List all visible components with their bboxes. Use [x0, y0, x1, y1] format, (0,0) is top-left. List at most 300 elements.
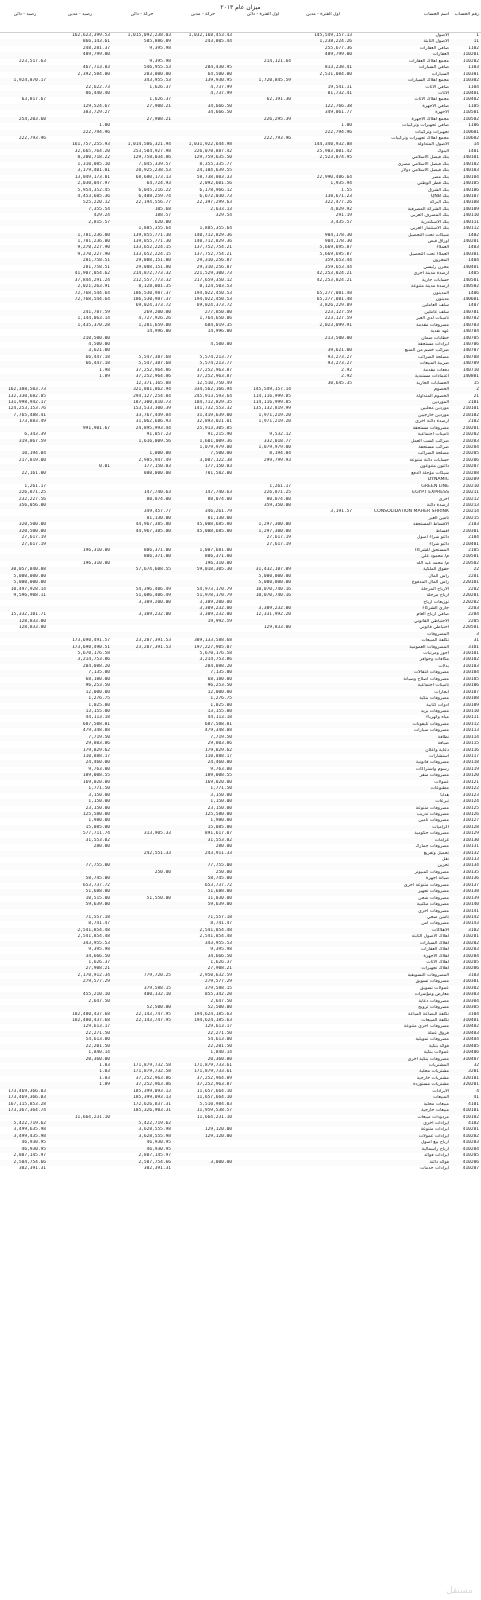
- cell-account-code: 2201: [468, 573, 479, 579]
- cell-move-credit: 806,371.00: [143, 554, 171, 560]
- cell-account-code: 140107: [462, 193, 479, 199]
- cell-account-code: 310302: [462, 985, 479, 991]
- cell-move-debit: 12,000.00: [207, 689, 232, 695]
- cell-open-credit: 299,799.93: [263, 457, 291, 463]
- cell-open-credit: 12,331,992.20: [255, 612, 291, 618]
- cell-end-debit: 1.00: [99, 123, 110, 129]
- cell-move-credit: 51,086,406.49: [135, 593, 171, 599]
- cell-account-code: 310202: [462, 940, 479, 946]
- cell-move-debit: 3,309,232.00: [199, 605, 232, 611]
- cell-move-debit: 1,885,355.64: [199, 226, 232, 232]
- cell-move-credit: 5,547,387.68: [138, 361, 171, 367]
- cell-end-debit: 3,214,753.86: [77, 657, 110, 663]
- cell-end-credit: 173,367,364.74: [8, 1108, 46, 1114]
- cell-account-name: ايجارات: [434, 689, 449, 695]
- cell-account-code: 140705: [462, 335, 479, 341]
- cell-end-debit: 429.24: [93, 213, 110, 219]
- cell-open-debit: 1,935.94: [330, 181, 352, 187]
- cell-account-code: 310406: [462, 1050, 479, 1056]
- cell-end-debit: 22,271.50: [85, 1030, 110, 1036]
- cell-account-name: فروق عملة: [427, 1030, 449, 1036]
- cell-move-credit: 23,207,391.53: [135, 638, 171, 644]
- cell-account-code: 140801: [462, 374, 479, 380]
- cell-account-name: عمولات: [434, 779, 449, 785]
- cell-move-debit: 653,737.72: [204, 882, 232, 888]
- cell-move-credit: 171,879,732.58: [133, 1069, 171, 1075]
- cell-account-name: مصروفات تأمين: [418, 818, 449, 824]
- cell-open-debit: 42,253,824.21: [316, 277, 352, 283]
- cell-move-debit: 11,959,538.57: [196, 1108, 232, 1114]
- cell-move-debit: 1,032,168,453.43: [188, 33, 232, 38]
- cell-move-debit: 77,755.00: [207, 863, 232, 869]
- cell-account-code: 31: [473, 638, 479, 644]
- cell-move-credit: 91,057.23: [146, 432, 171, 438]
- cell-move-credit: 1,616,009.56: [138, 438, 171, 444]
- cell-account-name: تبرعات: [435, 799, 449, 805]
- cell-end-debit: 31,553.02: [85, 837, 110, 843]
- cell-end-debit: 9,270,227.90: [77, 245, 110, 251]
- cell-move-credit: 203,000.00: [143, 71, 171, 77]
- cell-end-debit: 3,621.00: [88, 348, 110, 354]
- cell-end-debit: 9,763.00: [88, 766, 110, 772]
- cell-account-name: الاصول الثابتة: [423, 39, 449, 45]
- cell-move-debit: 243,911.33: [204, 850, 232, 856]
- cell-account-code: 310135: [462, 869, 479, 875]
- cell-account-code: 310117: [462, 754, 479, 759]
- cell-account-code: 210501: [462, 554, 479, 560]
- cell-account-name: تأمينات لدى الغير: [416, 316, 449, 322]
- cell-account-name: اهلاك الاصول الثابتة: [411, 934, 449, 940]
- cell-account-code: 410102: [462, 1114, 479, 1120]
- cell-account-code: 210102: [462, 412, 479, 418]
- cell-move-debit: 226,070,887.42: [194, 148, 232, 154]
- cell-account-code: 210201: [462, 425, 479, 431]
- cell-account-name: صافي السيارات: [418, 65, 449, 71]
- cell-account-code: 3: [476, 631, 479, 637]
- cell-open-debit: 1.00: [341, 123, 352, 129]
- cell-account-code: 310405: [462, 1043, 479, 1049]
- cell-open-debit: 1.55: [341, 187, 352, 193]
- cell-account-code: 140109: [462, 206, 479, 212]
- cell-account-code: 210202: [462, 432, 479, 438]
- cell-move-credit: 546,955.53: [143, 65, 171, 71]
- cell-account-name: تحميل وتفريغ: [423, 850, 449, 856]
- cell-move-debit: 806,371.00: [204, 554, 232, 560]
- cell-account-code: 140704: [462, 329, 479, 335]
- cell-account-code: 140301: [462, 251, 479, 257]
- cell-account-code: 110201: [462, 52, 479, 58]
- cell-move-debit: 13,155.00: [207, 708, 232, 714]
- cell-end-debit: 5,670,176.58: [77, 651, 110, 656]
- cell-end-credit: 5,422,719.62: [13, 1120, 46, 1126]
- cell-open-debit: 322,477.26: [324, 200, 352, 206]
- cell-account-name: مصروفات ترويج: [418, 1005, 449, 1011]
- cell-account-code: 310129: [462, 831, 479, 837]
- cell-account-code: 210101: [462, 406, 479, 412]
- cell-account-name: الاصول: [435, 33, 449, 38]
- cell-open-credit: 62,191.30: [266, 97, 291, 103]
- cell-move-credit: 6,408,259.74: [138, 193, 171, 199]
- cell-move-credit: 313,905.33: [143, 831, 171, 837]
- cell-end-credit: 5,000,000.00: [13, 573, 46, 579]
- cell-account-code: 310132: [462, 850, 479, 856]
- cell-open-credit: 226,871.25: [263, 490, 291, 496]
- cell-account-name: ارصدة دائنة: [426, 502, 449, 508]
- cell-account-code: 140201: [462, 239, 479, 244]
- cell-open-credit: 114,116,999.85: [253, 393, 291, 399]
- cell-account-name: الخصوم: [434, 387, 449, 393]
- header-account-code: رقم الحساب: [454, 12, 479, 17]
- cell-account-code: 3102: [468, 927, 479, 933]
- cell-end-debit: 182,480,437.68: [72, 1011, 110, 1017]
- cell-account-name: ايرادات متنوعة: [420, 1127, 449, 1133]
- cell-move-credit: 800,000.00: [143, 470, 171, 476]
- cell-open-debit: 39,621.00: [327, 348, 352, 354]
- cell-account-code: 210206: [462, 457, 479, 463]
- cell-end-debit: 653,737.72: [82, 882, 110, 888]
- cell-move-credit: 3,309,200.00: [138, 599, 171, 605]
- cell-move-debit: 8,741.47: [210, 921, 232, 927]
- cell-end-credit: 46,930.95: [21, 1146, 46, 1152]
- cell-account-code: 310301: [462, 979, 479, 985]
- cell-end-debit: 248,281.37: [82, 45, 110, 51]
- cell-account-name: GREEN LINE: [421, 483, 449, 489]
- cell-open-credit: 10,070,740.16: [255, 586, 291, 592]
- cell-account-code: 310139: [462, 895, 479, 901]
- cell-move-credit: 24,895,993.44: [135, 425, 171, 431]
- cell-account-name: العملاء تحت التحصيل: [408, 251, 449, 257]
- cell-account-name: مشتريات مستوردة: [413, 1082, 449, 1088]
- cell-account-name: اوراق قبض: [427, 239, 449, 244]
- cell-move-debit: [174, 1166, 232, 1172]
- cell-move-debit: 197,227,905.07: [194, 644, 232, 650]
- cell-end-debit: 9,395.98: [88, 947, 110, 953]
- cell-account-name: ضريبة المبيعات: [419, 361, 449, 367]
- cell-end-debit: 66,447.18: [85, 361, 110, 367]
- cell-account-name: صيانة اجهزة: [425, 876, 449, 882]
- cell-account-code: 2: [476, 387, 479, 393]
- cell-end-debit: 23,150.00: [85, 805, 110, 811]
- cell-open-credit: 9,532.12: [269, 432, 291, 438]
- cell-end-credit: 222,793.96: [18, 136, 46, 141]
- cell-end-debit: 1,435,370.28: [77, 322, 110, 328]
- cell-end-debit: 189,008.55: [82, 773, 110, 779]
- cell-end-credit: 30,057,840.88: [10, 567, 46, 573]
- cell-end-debit: 3,179,401.01: [77, 168, 110, 174]
- cell-end-debit: 10,515.00: [85, 895, 110, 901]
- cell-account-name: ادوات كتابية: [426, 702, 449, 708]
- cell-open-debit: 2.92: [341, 367, 352, 373]
- cell-move-debit: 22,271.50: [207, 1030, 232, 1036]
- cell-open-debit: 2,523,874.95: [319, 155, 352, 161]
- cell-account-name: حسابات جارية: [422, 277, 449, 283]
- cell-account-code: 3101: [468, 644, 479, 650]
- cell-open-debit: 222,794.96: [324, 129, 352, 135]
- cell-account-name: تكلفة البضاعة المباعة: [407, 1011, 449, 1017]
- cell-open-debit: 1,238,224.26: [319, 39, 352, 45]
- cell-account-code: 1401: [468, 148, 479, 154]
- cell-end-debit: 13,155.00: [85, 708, 110, 714]
- cell-open-debit: 223,127.59: [324, 316, 352, 322]
- cell-move-debit: 221,529,300.73: [194, 271, 232, 277]
- cell-move-debit: 6,178,966.12: [199, 187, 232, 193]
- cell-account-code: 410207: [462, 1166, 479, 1171]
- cell-end-debit: 1,980.00: [88, 818, 110, 824]
- cell-end-credit: 223,517.63: [18, 58, 46, 64]
- cell-account-name: مصروفات انتقالات: [413, 670, 449, 676]
- cell-end-credit: 9,596,908.11: [13, 593, 46, 599]
- cell-end-credit: 132,330,682.85: [8, 393, 46, 399]
- cell-account-name: المصروفات العمومية: [409, 644, 449, 650]
- cell-end-debit: 991,901.67: [82, 425, 110, 431]
- cell-account-code: 310104: [462, 670, 479, 676]
- trial-balance-table: [0, 33, 481, 1172]
- cell-end-debit: 182,480,437.68: [72, 1017, 110, 1023]
- cell-move-debit: 279,577.29: [204, 979, 232, 985]
- cell-end-debit: 22,622.73: [85, 84, 110, 90]
- cell-end-credit: 319,867.59: [18, 438, 46, 444]
- cell-end-debit: 27,908.21: [85, 966, 110, 972]
- cell-move-credit: 46,930.95: [146, 1140, 171, 1146]
- cell-account-code: 210401: [462, 541, 479, 547]
- cell-move-debit: 59,639.00: [207, 902, 232, 908]
- cell-move-debit: 29,310,256.87: [196, 264, 232, 270]
- cell-open-credit: 359,350.00: [263, 502, 291, 508]
- cell-end-debit: 1.03: [99, 1063, 110, 1068]
- cell-account-code: 310204: [462, 953, 479, 959]
- cell-account-name: غرامات: [434, 837, 449, 843]
- cell-move-credit: 46,930.95: [146, 1146, 171, 1152]
- cell-move-debit: 184,712,829.35: [194, 399, 232, 405]
- cell-move-credit: 349,457.77: [143, 509, 171, 515]
- cell-account-code: 2105: [468, 548, 479, 553]
- cell-end-debit: 24,460.00: [85, 760, 110, 766]
- cell-account-name: فوائد دائنة: [429, 1159, 449, 1165]
- cell-end-credit: 302,391.31: [18, 1166, 46, 1171]
- cell-end-debit: 59,639.00: [85, 902, 110, 908]
- cell-move-credit: 133,652,224.15: [133, 251, 171, 257]
- cell-move-debit: 141,732,553.32: [194, 406, 232, 412]
- cell-end-debit: 11,664,231.10: [74, 1114, 110, 1120]
- cell-account-name: مجمع اهلاك الاجهزة: [411, 116, 449, 122]
- cell-end-debit: 4,453,605.36: [77, 193, 110, 199]
- cell-account-name: مصروفات تليفونات: [412, 721, 449, 727]
- cell-end-debit: 77,755.00: [85, 863, 110, 869]
- cell-account-name: مصروفات حكومية: [414, 831, 449, 837]
- cell-account-name: المخزون: [432, 258, 449, 264]
- cell-account-code: 310114: [462, 734, 479, 740]
- cell-move-credit: 139,855,771.30: [133, 239, 171, 244]
- cell-account-name: نقل: [441, 857, 449, 862]
- cell-move-debit: 1,840.14: [210, 1050, 232, 1056]
- cell-move-debit: 1,150.00: [210, 799, 232, 805]
- cell-account-code: 1105: [468, 103, 479, 109]
- cell-end-debit: 1,781,236.00: [77, 239, 110, 244]
- cell-account-name: مصلحة الضرائب: [417, 451, 449, 457]
- cell-open-credit: 222,793.96: [263, 136, 291, 141]
- cell-move-credit: 23,207,391.53: [135, 644, 171, 650]
- cell-move-debit: 129,120.00: [204, 1127, 232, 1133]
- cell-account-name: مدينون: [435, 296, 449, 302]
- cell-end-debit: 173,690,491.57: [72, 638, 110, 644]
- cell-end-credit: 131,998,942.17: [8, 399, 46, 405]
- cell-move-credit: 51,550.00: [146, 895, 171, 901]
- cell-account-name: مطبوعات: [430, 786, 449, 792]
- cell-account-name: بنك المصرف العربي: [410, 213, 449, 219]
- cell-account-code: 110402: [462, 97, 479, 103]
- cell-account-code: 310109: [462, 702, 479, 708]
- cell-open-debit: 489,799.00: [324, 52, 352, 58]
- cell-move-debit: 96,253.50: [207, 683, 232, 689]
- cell-account-name: ارباح مرحلة: [426, 593, 449, 599]
- cell-end-debit: 169,020.00: [82, 779, 110, 785]
- cell-account-name: المستحق للشركاء: [414, 548, 449, 553]
- cell-account-code: 220202: [462, 599, 479, 605]
- cell-move-credit: 69,024,373.72: [135, 303, 171, 309]
- cell-move-debit: 139,930.95: [204, 78, 232, 84]
- cell-end-debit: 41,907,054.62: [74, 271, 110, 277]
- cell-account-code: 110401: [462, 90, 479, 96]
- cell-end-debit: 1,771.50: [88, 786, 110, 792]
- cell-move-debit: 59,018,305.30: [196, 567, 232, 573]
- cell-end-credit: 232,227.56: [18, 496, 46, 502]
- cell-end-credit: 3,499,435.98: [13, 1133, 46, 1139]
- cell-move-debit: 194,022,450.53: [194, 290, 232, 296]
- cell-end-debit: 8,741.47: [88, 921, 110, 927]
- cell-end-debit: 34,666.50: [85, 953, 110, 959]
- cell-open-credit: 1,971,219.20: [258, 412, 291, 418]
- cell-end-debit: 22,201.50: [85, 1043, 110, 1049]
- cell-move-credit: 54,396,406.49: [135, 586, 171, 592]
- cell-move-debit: 20,360.00: [207, 1056, 232, 1062]
- cell-account-name: تخزين: [437, 863, 449, 869]
- cell-end-debit: 7,719.50: [88, 734, 110, 740]
- cell-end-credit: 320,500.00: [18, 522, 46, 528]
- cell-account-code: 1102: [468, 45, 479, 51]
- cell-move-credit: 185,399,093.13: [133, 1095, 171, 1101]
- cell-move-credit: 1,626.37: [149, 97, 171, 103]
- cell-end-credit: 1,924,870.17: [13, 78, 46, 84]
- cell-move-debit: 22,397,299.63: [196, 200, 232, 206]
- cell-move-debit: 110,888.17: [204, 754, 232, 759]
- cell-open-debit: 145,549,157.13: [314, 33, 352, 38]
- cell-account-code: 2101: [468, 399, 479, 405]
- cell-move-debit: 1,025.00: [210, 702, 232, 708]
- cell-move-credit: 214,872,773.32: [133, 271, 171, 277]
- cell-account-name: بنك الشرق: [428, 187, 449, 193]
- cell-account-name: مشتريات محلية: [419, 1069, 449, 1075]
- cell-end-credit: 173,883.49: [18, 419, 46, 425]
- cell-move-debit: 2,092,601.56: [199, 181, 232, 187]
- cell-account-name: الخصوم المتداولة: [416, 393, 449, 399]
- cell-move-credit: 68,680,173.13: [135, 174, 171, 180]
- cell-account-code: 110502: [462, 116, 479, 122]
- cell-end-credit: 6,343.39: [24, 432, 46, 438]
- cell-account-name: مخزن رئيسي: [423, 264, 449, 270]
- cell-end-debit: 5,954,352.45: [77, 187, 110, 193]
- cell-account-name: عمولات بنكية: [423, 1050, 449, 1056]
- cell-move-debit: 11,657,664.10: [196, 1088, 232, 1094]
- cell-move-debit: 11,030.00: [207, 895, 232, 901]
- cell-move-debit: 11,657,664.10: [196, 1095, 232, 1101]
- cell-account-name: بنك الشركة المصرفية: [407, 206, 449, 212]
- cell-account-name: EGYPT EXPRESS: [412, 490, 449, 496]
- cell-account-code: 310136: [462, 876, 479, 882]
- cell-end-debit: 125,580.00: [82, 811, 110, 817]
- cell-account-name: مصروفات دعاية: [418, 998, 449, 1004]
- cell-move-credit: 343,955.53: [143, 78, 171, 84]
- cell-account-code: 140104: [462, 174, 479, 180]
- cell-account-code: 310133: [462, 857, 479, 862]
- cell-end-debit: 1.89: [99, 374, 110, 380]
- cell-move-credit: 250.00: [154, 869, 171, 875]
- cell-account-code: 310131: [462, 844, 479, 850]
- cell-end-debit: 196,310.00: [82, 560, 110, 566]
- cell-account-name: بنك الاستثمار العربي: [410, 226, 449, 232]
- cell-move-debit: 194,624,185.63: [194, 1011, 232, 1017]
- cell-account-name: صافي العقارات: [419, 45, 449, 51]
- cell-account-name: مصروفات بنكية اخرى: [407, 1056, 449, 1062]
- cell-end-credit: 27,617.19: [21, 535, 46, 541]
- cell-account-code: 310119: [462, 766, 479, 772]
- cell-account-code: 310141: [462, 908, 479, 914]
- cell-account-code: 310120: [462, 773, 479, 779]
- cell-end-credit: 2,807,145.97: [13, 1153, 46, 1159]
- cell-move-debit: 389,133,588.68: [194, 638, 232, 644]
- cell-account-code: 310126: [462, 811, 479, 817]
- cell-account-name: بدلات: [438, 663, 449, 669]
- cell-move-debit: 68,180.00: [207, 676, 232, 682]
- cell-move-credit: 1,014,506,321.94: [127, 142, 171, 148]
- cell-account-code: 310113: [462, 728, 479, 734]
- cell-account-name: الارباح المرحلة: [421, 586, 449, 592]
- cell-move-debit: 11,664,231.10: [196, 1114, 232, 1120]
- cell-move-debit: 31,419,639.00: [196, 412, 232, 418]
- cell-account-name: مبيعات خارجية: [421, 1108, 449, 1114]
- cell-move-credit: 171,879,732.58: [133, 1063, 171, 1068]
- cell-end-credit: 128,833.00: [18, 625, 46, 631]
- cell-account-code: 110501: [462, 110, 479, 116]
- cell-account-code: 310101: [462, 651, 479, 656]
- cell-move-credit: 3,628,555.98: [138, 1127, 171, 1133]
- cell-move-debit: 479,348.08: [204, 728, 232, 734]
- cell-move-debit: 334,562,166.94: [194, 387, 232, 393]
- cell-account-code: 310402: [462, 1024, 479, 1030]
- cell-account-name: مردودات مبيعات: [417, 1114, 449, 1120]
- cell-end-debit: 1,144,063.14: [77, 316, 110, 322]
- cell-account-code: 310123: [462, 792, 479, 798]
- cell-account-name: ارصدة دائنة اخرى: [415, 419, 449, 425]
- cell-end-credit: 226,871.25: [18, 490, 46, 496]
- cell-account-name: بنك فيصل الاسلامي دولار: [401, 168, 449, 174]
- table-row: [0, 1166, 481, 1172]
- cell-move-debit: 58,745.00: [207, 876, 232, 882]
- cell-end-credit: 356,056.00: [18, 502, 46, 508]
- cell-end-debit: 29,803.86: [85, 741, 110, 747]
- cell-account-name: مصروفات اخرى متنوعة: [403, 1024, 449, 1030]
- cell-account-name: عمولات تسويق: [419, 985, 449, 991]
- header-account-name: اسم الحساب: [423, 12, 449, 17]
- cell-move-debit: 8,355,335.77: [199, 161, 232, 167]
- cell-account-name: دائنو شراء: [429, 541, 449, 547]
- cell-account-code: 310205: [462, 960, 479, 965]
- cell-move-debit: 6,672,030.73: [199, 193, 232, 199]
- cell-end-credit: 27,617.19: [21, 541, 46, 547]
- cell-account-code: 220101: [462, 580, 479, 586]
- cell-account-name: دعاية واعلان: [425, 747, 449, 753]
- cell-end-credit: 320,500.00: [18, 528, 46, 534]
- cell-account-code: 310116: [462, 747, 479, 753]
